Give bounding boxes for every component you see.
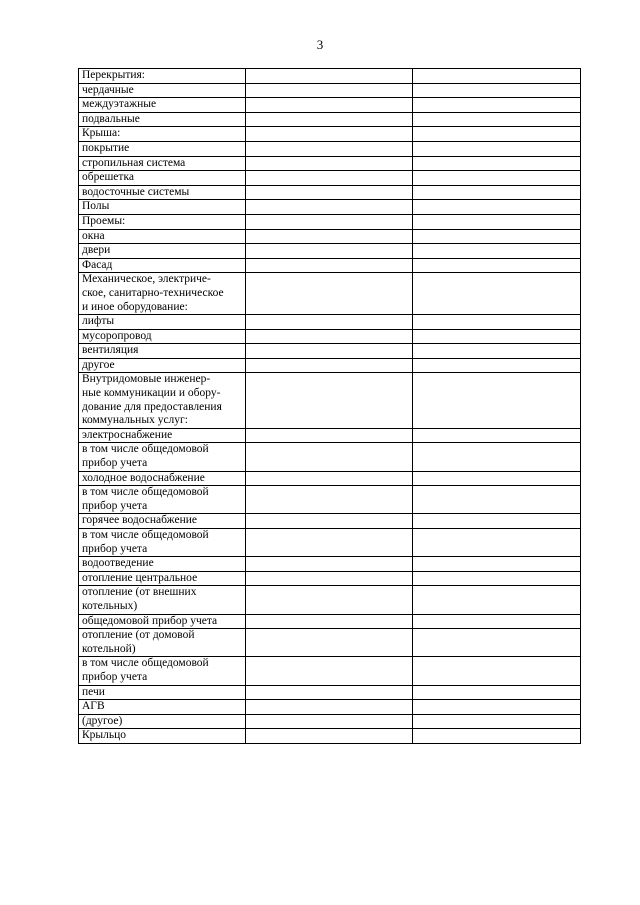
row-label: лифты — [79, 315, 246, 330]
value-cell[interactable] — [246, 156, 413, 171]
value-cell[interactable] — [413, 200, 581, 215]
row-label: Фасад — [79, 258, 246, 273]
row-label: общедомовой прибор учета — [79, 614, 246, 629]
value-cell[interactable] — [246, 657, 413, 685]
table-row — [79, 557, 581, 572]
table-body — [79, 69, 581, 744]
value-cell[interactable] — [413, 714, 581, 729]
value-cell[interactable] — [246, 83, 413, 98]
value-cell[interactable] — [413, 443, 581, 471]
row-label: водоотведение — [79, 557, 246, 572]
row-label: междуэтажные — [79, 98, 246, 113]
row-label: горячее водоснабжение — [79, 514, 246, 529]
value-cell[interactable] — [246, 729, 413, 744]
row-label: Перекрытия: — [79, 69, 246, 84]
value-cell[interactable] — [246, 258, 413, 273]
table-row — [79, 629, 581, 657]
row-label: отопление центральное — [79, 571, 246, 586]
value-cell[interactable] — [246, 514, 413, 529]
value-cell[interactable] — [246, 700, 413, 715]
row-label: в том числе общедомовой прибор учета — [79, 657, 246, 685]
row-label: Крыльцо — [79, 729, 246, 744]
row-label: в том числе общедомовой прибор учета — [79, 486, 246, 514]
value-cell[interactable] — [413, 358, 581, 373]
value-cell[interactable] — [413, 171, 581, 186]
value-cell[interactable] — [413, 69, 581, 84]
row-label: холодное водоснабжение — [79, 471, 246, 486]
row-label: (другое) — [79, 714, 246, 729]
value-cell[interactable] — [413, 244, 581, 259]
row-label: покрытие — [79, 141, 246, 156]
value-cell[interactable] — [246, 586, 413, 614]
row-label: Внутридомовые инженер- ные коммуникации и обору- дование для предоставления коммунальных услуг: — [79, 373, 246, 428]
value-cell[interactable] — [246, 571, 413, 586]
table-row — [79, 156, 581, 171]
table-row — [79, 244, 581, 259]
value-cell[interactable] — [246, 200, 413, 215]
row-label: другое — [79, 358, 246, 373]
page-number: 3 — [316, 37, 324, 52]
value-cell[interactable] — [413, 471, 581, 486]
value-cell[interactable] — [246, 529, 413, 557]
value-cell[interactable] — [246, 329, 413, 344]
value-cell[interactable] — [413, 141, 581, 156]
value-cell[interactable] — [413, 486, 581, 514]
value-cell[interactable] — [413, 685, 581, 700]
value-cell[interactable] — [413, 112, 581, 127]
value-cell[interactable] — [246, 127, 413, 142]
row-label: водосточные системы — [79, 185, 246, 200]
value-cell[interactable] — [413, 273, 581, 315]
value-cell[interactable] — [246, 471, 413, 486]
value-cell[interactable] — [246, 171, 413, 186]
row-label: Проемы: — [79, 214, 246, 229]
table-row — [79, 428, 581, 443]
value-cell[interactable] — [246, 141, 413, 156]
row-label: вентиляция — [79, 344, 246, 359]
table-row — [79, 229, 581, 244]
value-cell[interactable] — [413, 373, 581, 428]
value-cell[interactable] — [246, 428, 413, 443]
row-label: печи — [79, 685, 246, 700]
value-cell[interactable] — [246, 69, 413, 84]
table-row — [79, 185, 581, 200]
table-row — [79, 471, 581, 486]
table-row — [79, 69, 581, 84]
row-label: в том числе общедомовой прибор учета — [79, 443, 246, 471]
table-row — [79, 98, 581, 113]
table-row — [79, 729, 581, 744]
value-cell[interactable] — [246, 373, 413, 428]
table-row — [79, 83, 581, 98]
value-cell[interactable] — [413, 98, 581, 113]
value-cell[interactable] — [246, 685, 413, 700]
table-row — [79, 443, 581, 471]
value-cell[interactable] — [246, 214, 413, 229]
value-cell[interactable] — [413, 629, 581, 657]
row-label: стропильная система — [79, 156, 246, 171]
row-label: обрешетка — [79, 171, 246, 186]
value-cell[interactable] — [246, 229, 413, 244]
value-cell[interactable] — [413, 557, 581, 572]
table-row — [79, 373, 581, 428]
value-cell[interactable] — [413, 329, 581, 344]
row-label: электроснабжение — [79, 428, 246, 443]
table-row — [79, 344, 581, 359]
table-row — [79, 529, 581, 557]
value-cell[interactable] — [413, 571, 581, 586]
value-cell[interactable] — [246, 629, 413, 657]
table-row — [79, 700, 581, 715]
row-label: мусоропровод — [79, 329, 246, 344]
value-cell[interactable] — [413, 529, 581, 557]
value-cell[interactable] — [413, 428, 581, 443]
table-row — [79, 329, 581, 344]
table-row — [79, 112, 581, 127]
table-row — [79, 657, 581, 685]
value-cell[interactable] — [246, 443, 413, 471]
value-cell[interactable] — [413, 729, 581, 744]
value-cell[interactable] — [246, 344, 413, 359]
value-cell[interactable] — [413, 315, 581, 330]
table-row — [79, 714, 581, 729]
table-row — [79, 171, 581, 186]
value-cell[interactable] — [413, 614, 581, 629]
value-cell[interactable] — [413, 657, 581, 685]
value-cell[interactable] — [246, 98, 413, 113]
table-row — [79, 127, 581, 142]
value-cell[interactable] — [413, 83, 581, 98]
row-label: подвальные — [79, 112, 246, 127]
table-row — [79, 214, 581, 229]
value-cell[interactable] — [413, 586, 581, 614]
row-label: Механическое, электриче- ское, санитарно-техническое и иное оборудование: — [79, 273, 246, 315]
row-label: Крыша: — [79, 127, 246, 142]
row-label: двери — [79, 244, 246, 259]
value-cell[interactable] — [246, 112, 413, 127]
value-cell[interactable] — [246, 273, 413, 315]
value-cell[interactable] — [246, 486, 413, 514]
table-row — [79, 586, 581, 614]
value-cell[interactable] — [246, 185, 413, 200]
value-cell[interactable] — [413, 156, 581, 171]
table-row — [79, 258, 581, 273]
row-label: отопление (от домовой котельной) — [79, 629, 246, 657]
table-row — [79, 685, 581, 700]
building-elements-table — [78, 68, 581, 744]
value-cell[interactable] — [413, 185, 581, 200]
value-cell[interactable] — [246, 614, 413, 629]
row-label: отопление (от внешних котельных) — [79, 586, 246, 614]
table-row — [79, 358, 581, 373]
value-cell[interactable] — [413, 214, 581, 229]
value-cell[interactable] — [413, 700, 581, 715]
value-cell[interactable] — [246, 714, 413, 729]
value-cell[interactable] — [246, 315, 413, 330]
value-cell[interactable] — [246, 358, 413, 373]
value-cell[interactable] — [246, 557, 413, 572]
table-row — [79, 486, 581, 514]
table-row — [79, 273, 581, 315]
row-label: АГВ — [79, 700, 246, 715]
table-row — [79, 614, 581, 629]
value-cell[interactable] — [413, 258, 581, 273]
row-label: в том числе общедомовой прибор учета — [79, 529, 246, 557]
table-row — [79, 571, 581, 586]
value-cell[interactable] — [413, 514, 581, 529]
table-row — [79, 514, 581, 529]
value-cell[interactable] — [413, 344, 581, 359]
value-cell[interactable] — [246, 244, 413, 259]
value-cell[interactable] — [413, 229, 581, 244]
row-label: Полы — [79, 200, 246, 215]
row-label: чердачные — [79, 83, 246, 98]
table-row — [79, 315, 581, 330]
value-cell[interactable] — [413, 127, 581, 142]
table-row — [79, 141, 581, 156]
table-row — [79, 200, 581, 215]
row-label: окна — [79, 229, 246, 244]
